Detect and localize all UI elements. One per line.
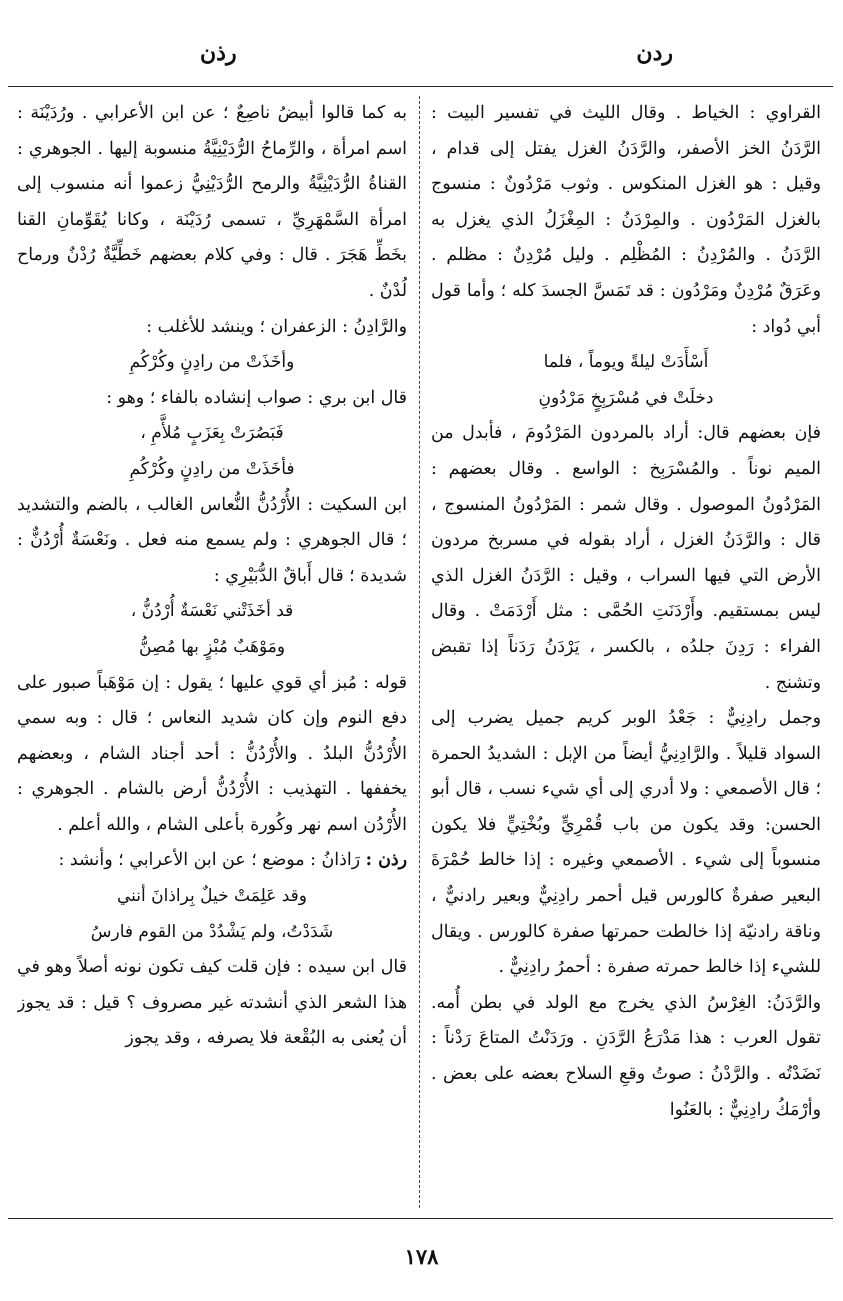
entry-text: رَاذانُ : موضع ؛ عن ابن الأعرابي ؛ وأنشد : [58,850,366,871]
verse-line: أَسْأَدَتْ ليلةً ويوماً ، فلما [543,352,709,373]
verse-line: شَدَدْتُ، ولم يَشْدُدْ من القوم فارسُ [90,921,334,942]
paragraph: ابن السكيت : الأُرْدُنُّ النُّعاس الغالب ، بالضم والتشديد ؛ قال الجوهري : ولم يسمع منه فعل . ونَعْسَةٌ أُرْدُنٌّ : شديدة ؛ قال أَباقٌ الدُّبَيْرِي : [17,494,407,586]
verse-line: ومَوْهَبٌ مُبْزٍ بها مُصِنُّ [138,636,286,657]
entry-headword: رذن : [365,850,407,871]
running-header-left: رذن [200,40,237,66]
paragraph: به كما قالوا أبيضُ ناصِعٌ ؛ عن ابن الأعرابي . ورُدَيْنَة : اسم امرأة ، والرِّماحُ الرُّدَيْنِيَّةُ منسوبة إليها . الجوهري : القناةُ الرُّدَيْنِيَّةُ والرمح الرُّدَيْنِيُّ زعموا أنه منسوب إلى امرأة السَّمْهَرِيِّ ، تسمى رُدَيْنَة ، وكانا يُقَوِّمانِ القنا بخَطِّ هَجَرَ . قال : وفي كلام بعضهم خَطِّيَّةٌ رُدْنٌ ورماح لُدْنٌ . [17,103,407,301]
verse-line: قد أخَذَتْني نَعْسَةٌ أُرْدُنُّ ، [130,601,294,622]
column-divider [419,96,420,1208]
verse-line: دخلَتْ في مُسْرَبِخٍ مَرْدُونِ [538,387,714,408]
paragraph: قوله : مُبز أي قوي عليها ؛ يقول : إن مَوْهَباً صبور على دفع النوم وإن كان شديد النعاس ؛ قال : وبه سمي الأُرْدُنُّ البلدُ . والأُرْدُنُّ : أحد أجناد الشام ، وبعضهم يخففها . التهذيب : الأُرْدُنُّ أرض بالشام . الجوهري : الأُرْدُن اسم نهر وكُورة بأعلى الشام ، والله أعلم . [17,672,407,835]
paragraph: وجمل رادِنِيٌّ : جَعْدُ الوبر كريم جميل يضرب إلى السواد قليلاً . والرَّادِنِيُّ أيضاً من الإبل : الشديدُ الحمرة ؛ قال الأصمعي : ولا أدري إلى أي شيء نسب ، قال أبو الحسن: وقد يكون من باب قُمْرِيٍّ وبُخْتِيٍّ فلا يكون منسوباً إلى شيء . الأصمعي وغيره : إذا خالط حُمْرَةَ البعير صفرةٌ كالورس قيل أحمر رادِنِيٌّ وبعير رادنيٌّ ، وناقة رادنيّة إذا خالطت حمرتها صفرة كالورس . ويقال للشيء إذا خالط حمرته صفرة : أحمرُ رادِنِيٌّ . [431,708,821,978]
paragraph: والرَّدَنُ: الغِرْسُ الذي يخرج مع الولد في بطن أُمه. تقول العرب : هذا مَدْرَعُ الرَّدَنِ . ورَدَنْتُ المتاعَ رَدْناً : نَضَدْتُه . والرَّدْنُ : صوتُ وقعِ السلاح بعضه على بعض . وأرْمَكُ رادِنِيٌّ : بالعَنُوا [431,992,821,1120]
entry-paragraph [17,843,407,879]
left-column [17,96,407,1208]
running-header-right: ردن [636,40,673,66]
paragraph: القراوي : الخياط . وقال الليث في تفسير البيت : الرَّدَنُ الخز الأصفر، والرَّدَنُ الغزل يفتل إلى قدام ، وقيل : هو الغزل المنكوس . وثوب مَرْدُونٌ : منسوج بالغزل المَرْدُون . والمِرْدَنُ : المِغْزَلُ الذي يغزل به الرَّدَنُ . والمُرْدِنُ : المُظْلِم . وليل مُرْدِنٌ : مظلم . وعَرَقٌ مُرْدِنٌ ومَرْدُون : قد تَمَسَّ الجسدَ كله ؛ وأما قول أبي دُواد : [431,103,821,337]
verse-line: وأخَذَتْ من رادِنٍ وكُرْكُمِ [129,352,295,373]
verse-line: وقد عَلِمَتْ خيلٌ بِراذانَ أنني [116,886,308,907]
paragraph: فإن بعضهم قال: أراد بالمردون المَرْدُومَ ، فأبدل من الميم نوناً . والمُسْرَبِخ : الواسع . وقال بعضهم : المَرْدُونُ الموصول . وقال شمر : المَرْدُونُ المنسوج ، قال : والرَّدَنُ الغزل ، أراد بقوله في مسربخ مردون الأرض التي فيها السراب ، وقيل : الرَّدَنُ الغزل الذي ليس بمستقيم. وأَرْدَنَتِ الحُمَّى : مثل أَرْدَمَتْ . وقال الفراء : رَدِنَ جلدُه ، بالكسر ، يَرْدَنُ رَدَناً إذا تقبض وتشنج . [431,423,821,693]
paragraph: والرَّادِنُ : الزعفران ؛ وينشد للأغلب : [146,316,407,337]
verse-line: فأخَذَتْ من رادِنٍ وكُرْكُمِ [129,458,295,479]
page-number: ١٧٨ [404,1244,439,1269]
top-rule [8,86,833,87]
right-column [431,96,821,1208]
verse-line: فَبَصُرَتْ بِعَزَبٍ مُلأَّمِ ، [140,423,284,444]
bottom-rule [8,1218,833,1219]
paragraph: قال ابن سيده : فإن قلت كيف تكون نونه أصلاً وهو في هذا الشعر الذي أنشدته غير مصروف ؟ قيل : قد يجوز أن يُعنى به البُقْعة فلا يصرفه ، وقد يجوز [17,957,407,1049]
paragraph: قال ابن بري : صواب إنشاده بالفاء ؛ وهو : [106,387,407,408]
